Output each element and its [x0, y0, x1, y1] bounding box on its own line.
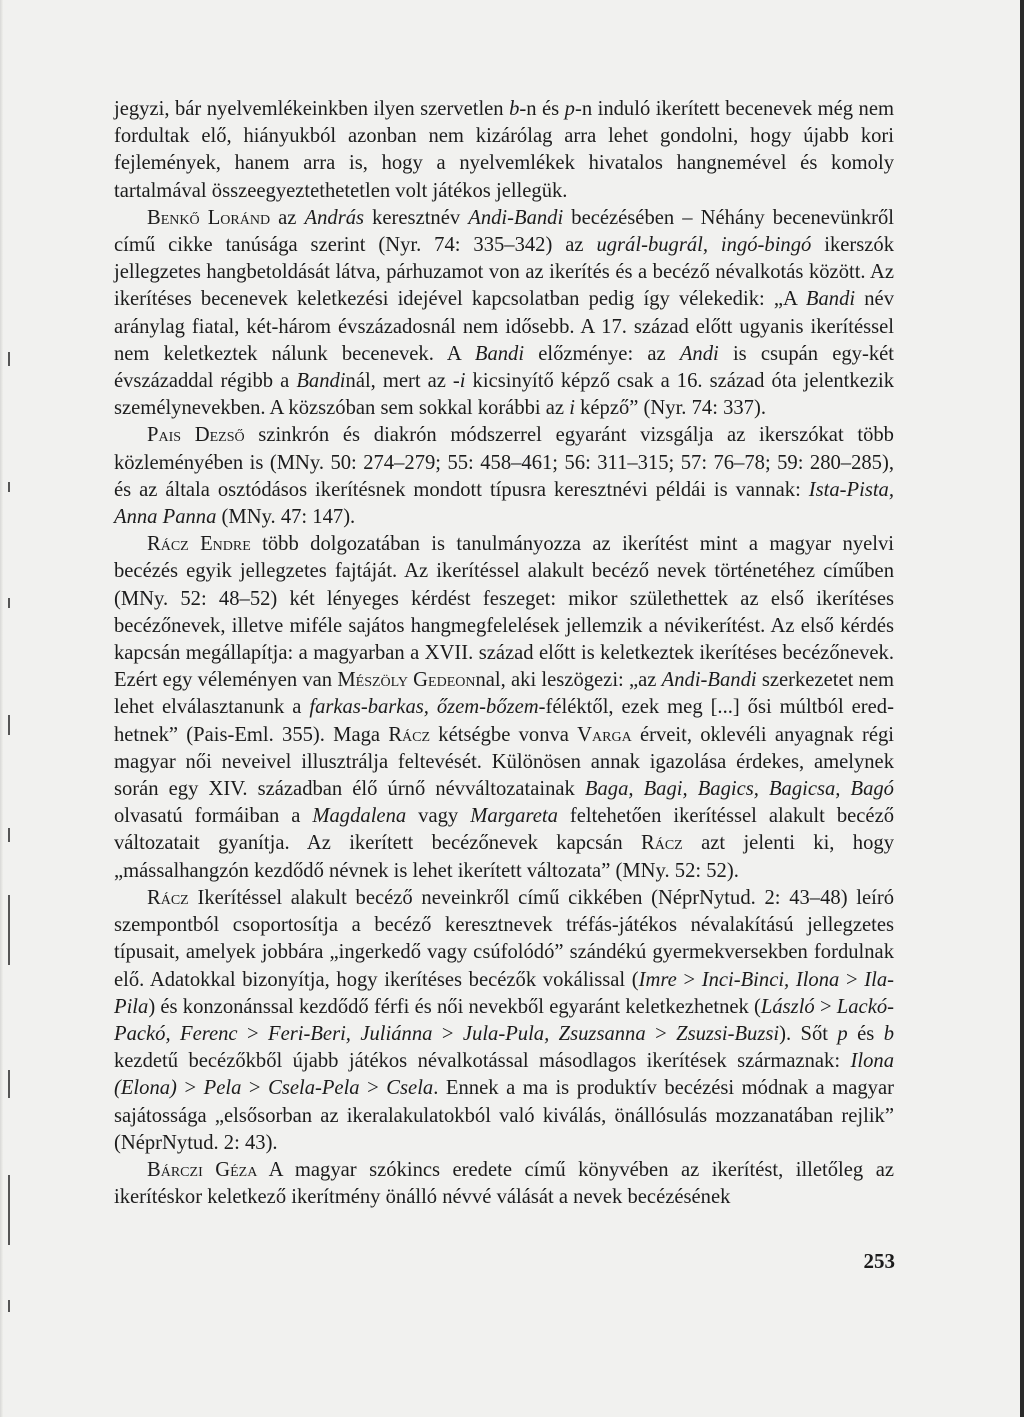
text-run: jegyzi, bár nyelvemlékeinkben ilyen szervetlen: [114, 98, 510, 120]
italic-text: Zsuzsi-Buzsi: [676, 1022, 780, 1045]
text-run: >: [645, 1022, 677, 1045]
author-name: Rácz: [640, 832, 683, 855]
text-run: becézésében – Néhány becenevünkről című cikke tanúsága szerint (Nyr. 74: 335–342) az: [114, 206, 894, 257]
text-run: feltehetően ikerítéssel alakult becéző változatait gyanítja. Az ikerített becézőnevek kapcsán: [114, 805, 895, 855]
italic-text: Imre: [638, 968, 677, 991]
text-run: . Ennek a ma is produktív becézési módnak a magyar sajátossága „elsősorban az ikeralakulatokból való kiválás, önállósulás mozzanatában rejlik” (NéprNytud. 2: 43).: [114, 1077, 894, 1154]
italic-text: Baga, Bagi, Bagics, Bagicsa, Bagó: [584, 778, 894, 801]
text-run: keresztnév: [364, 206, 469, 229]
italic-text: Andi-Bandi: [661, 669, 757, 692]
italic-text: Csela: [386, 1077, 434, 1100]
text-run: vagy: [406, 805, 471, 828]
text-run: >: [432, 1022, 463, 1045]
text-run: nál, mert az -: [345, 370, 460, 393]
scan-margin-mark: [8, 715, 10, 735]
text-run: több dolgozatában is tanulmányozza az ikerítést mint a magyar nyelvi becézés egyik jellegzetes fajtáját. Az ikerítéssel alakult becéző nevek történetéhez címűben (MNy. 52: 48–52) két lényeges kérdést feszeget: mikor születhettek az első ikerítéses becézőnevek, illetve miféle sajátos hangmegfelelések jellemzik a névikerítést. Az első kérdés kapcsán megállapítja: a magyarban a XVII. század előtt is keletkeztek ikerítéses becézőnevek. Ezért egy véleményen van: [114, 533, 894, 692]
italic-text: Ista-Pista, Anna Panna: [114, 478, 894, 529]
text-run: kezdetű becézőkből újabb játékos névalkotással másodlagos ikerítések származnak:: [114, 1050, 851, 1073]
text-run: és: [847, 1022, 884, 1045]
text-run: nal, aki leszögezi: „az: [475, 669, 662, 692]
italic-text: p: [564, 98, 575, 120]
italic-text: Bandi: [296, 370, 346, 393]
italic-text: Bandi: [474, 342, 525, 365]
paragraph: [114, 96, 894, 205]
italic-text: László: [760, 995, 815, 1018]
italic-text: Jula-Pula, Zsuzsanna: [462, 1022, 646, 1045]
author-name: Rácz: [388, 723, 431, 746]
scan-margin-mark: [8, 482, 10, 492]
text-run: szinkrón és diakrón módszerrel egyaránt vizsgálja az ikerszókat több közleményében is (MNy. 50: 274–279; 55: 458–461; 56: 311–315; 57: 76–78; 59: 280–285), és az általa osztódásos ikerítésnek mondott típusra keresztnévi példái is vannak:: [114, 424, 894, 501]
text-run: képző” (Nyr. 74: 337).: [574, 397, 766, 420]
author-name: Rácz Endre: [147, 533, 251, 556]
text-run: olvasatú formáiban a: [114, 805, 313, 828]
italic-text: Andi-Bandi: [468, 206, 564, 229]
italic-text: Andi: [679, 342, 719, 365]
italic-text: i: [569, 397, 575, 420]
text-run: ). Sőt: [779, 1022, 838, 1045]
text-run: >: [176, 1077, 204, 1100]
italic-text: Inci-Binci, Ilona: [701, 968, 840, 991]
scan-left-edge: [0, 0, 3, 1417]
text-run: (MNy. 47: 147).: [216, 506, 356, 529]
italic-text: b: [883, 1022, 894, 1045]
text-run: >: [241, 1077, 269, 1100]
text-run: ) és konzonánssal kezdődő férfi és női nevekből egyaránt keletkezhetnek (: [148, 995, 761, 1018]
text-run: szerkezetet nem lehet elválasztanunk a: [114, 669, 894, 719]
body-text: [114, 96, 894, 1211]
italic-text: Csela-Pela: [268, 1077, 360, 1100]
scan-margin-mark: [8, 598, 10, 608]
paragraph: [114, 531, 894, 885]
italic-text: Bandi: [805, 288, 856, 311]
italic-text: András: [304, 206, 365, 229]
text-run: kicsinyítő képző csak a 16. század óta jelentkezik személynevekben. A közszóban sem sokkal korábbi az: [114, 370, 895, 420]
text-run: >: [359, 1077, 387, 1100]
italic-text: farkas-barkas, őzem-bőzem: [309, 696, 539, 719]
scan-margin-mark: [8, 1070, 10, 1098]
text-run: kétségbe vonva: [430, 723, 578, 746]
text-run: >: [237, 1022, 269, 1045]
italic-text: Magdalena: [312, 805, 407, 828]
text-run: Ikerítéssel alakult becéző neveinkről című cikkében (NéprNytud. 2: 43–48) leíró szempontból csoportosítja a becéző keresztnevek tréfás-játékos névalakítású jellegzetes típusait, amelyek jobbára „ingerkedő vagy csúfolódó” szándékú gyermekversekben fordulnak elő. Adatokkal bizonyítja, hogy ikerítéses becézők vokálissal (: [114, 886, 894, 991]
scan-margin-mark: [8, 1300, 10, 1312]
paragraph: [114, 205, 894, 423]
text-run: név aránylag fiatal, két-három évszázadosnál nem idősebb. A 17. század előtt ugyanis ikerítéssel nem keletkeztek nálunk becenevek. A: [114, 288, 894, 365]
text-run: >: [839, 968, 865, 991]
text-run: érveit, oklevéli anyagnak régi magyar női neveivel illusztrálja feltevését. Különösen annak igazolása érdekes, amelynek során egy XIV. században élő úrnő névváltozatainak: [114, 723, 894, 801]
author-name: Benkő Loránd: [147, 206, 271, 229]
scan-margin-mark: [8, 1175, 10, 1245]
italic-text: Ilona (Elona): [114, 1050, 894, 1100]
paragraph: [114, 422, 894, 531]
text-run: >: [814, 995, 837, 1018]
page-number: 253: [863, 1249, 895, 1273]
text-run: A magyar szókincs eredete című könyvében az ikerítést, illetőleg az ikerítéskor keletkező ikerítmény önálló névvé válását a nevek becézésének: [114, 1158, 894, 1209]
text-run: -n és: [519, 98, 565, 120]
text-run: -féléktől, ezek meg [...] ősi múltból eredhetnek” (Pais-Eml. 355). Maga: [114, 696, 894, 746]
text-run: >: [676, 968, 702, 991]
italic-text: ugrál-bugrál, ingó-bingó: [596, 234, 812, 257]
text-run: is csupán egy-két évszázaddal régibb a: [114, 342, 894, 393]
author-name: Rácz: [147, 886, 189, 909]
text-run: azt jelenti ki, hogy „mássalhangzón kezdődő névnek is lehet ikerített változata” (MNy. 52: 52).: [114, 832, 894, 882]
author-name: Varga: [577, 723, 632, 746]
italic-text: Pela: [203, 1077, 242, 1100]
scan-margin-mark: [8, 895, 10, 965]
text-run: ikerszók jellegzetes hangbetoldását látva, párhuzamot von az ikerítés és a becéző névalkotás között. Az ikerítéses becenevek keletkezési idejével kapcsolatban pedig így vélekedik: „A: [114, 234, 894, 311]
text-run: -n induló ikerített becenevek még nem fordultak elő, hiányukból azonban nem kizárólag arra lehet gondolni, hogy újabb kori fejlemények, hanem arra is, hogy a nyelvemlékek hivatalos hangnemével és komoly tartalmával összeegyeztethetetlen volt játékos jellegük.: [114, 98, 895, 202]
paragraph: [114, 1157, 894, 1211]
author-name: Bárczi Géza: [147, 1158, 258, 1181]
scan-margin-mark: [8, 352, 10, 366]
paragraph: [114, 885, 894, 1157]
italic-text: p: [837, 1022, 848, 1045]
italic-text: i: [459, 370, 466, 393]
italic-text: Feri-Beri, Juliánna: [268, 1022, 433, 1045]
italic-text: Margareta: [470, 805, 558, 828]
author-name: Mészöly Gedeon: [337, 669, 476, 692]
author-name: Pais Dezső: [147, 424, 245, 447]
scan-right-edge: [1020, 0, 1024, 1417]
scan-margin-mark: [8, 828, 10, 842]
italic-text: Ila-Pila: [114, 968, 894, 1018]
italic-text: Lackó-Packó, Ferenc: [114, 995, 894, 1045]
italic-text: b: [509, 98, 520, 120]
text-run: előzménye: az: [524, 342, 680, 365]
text-run: az: [270, 206, 305, 229]
